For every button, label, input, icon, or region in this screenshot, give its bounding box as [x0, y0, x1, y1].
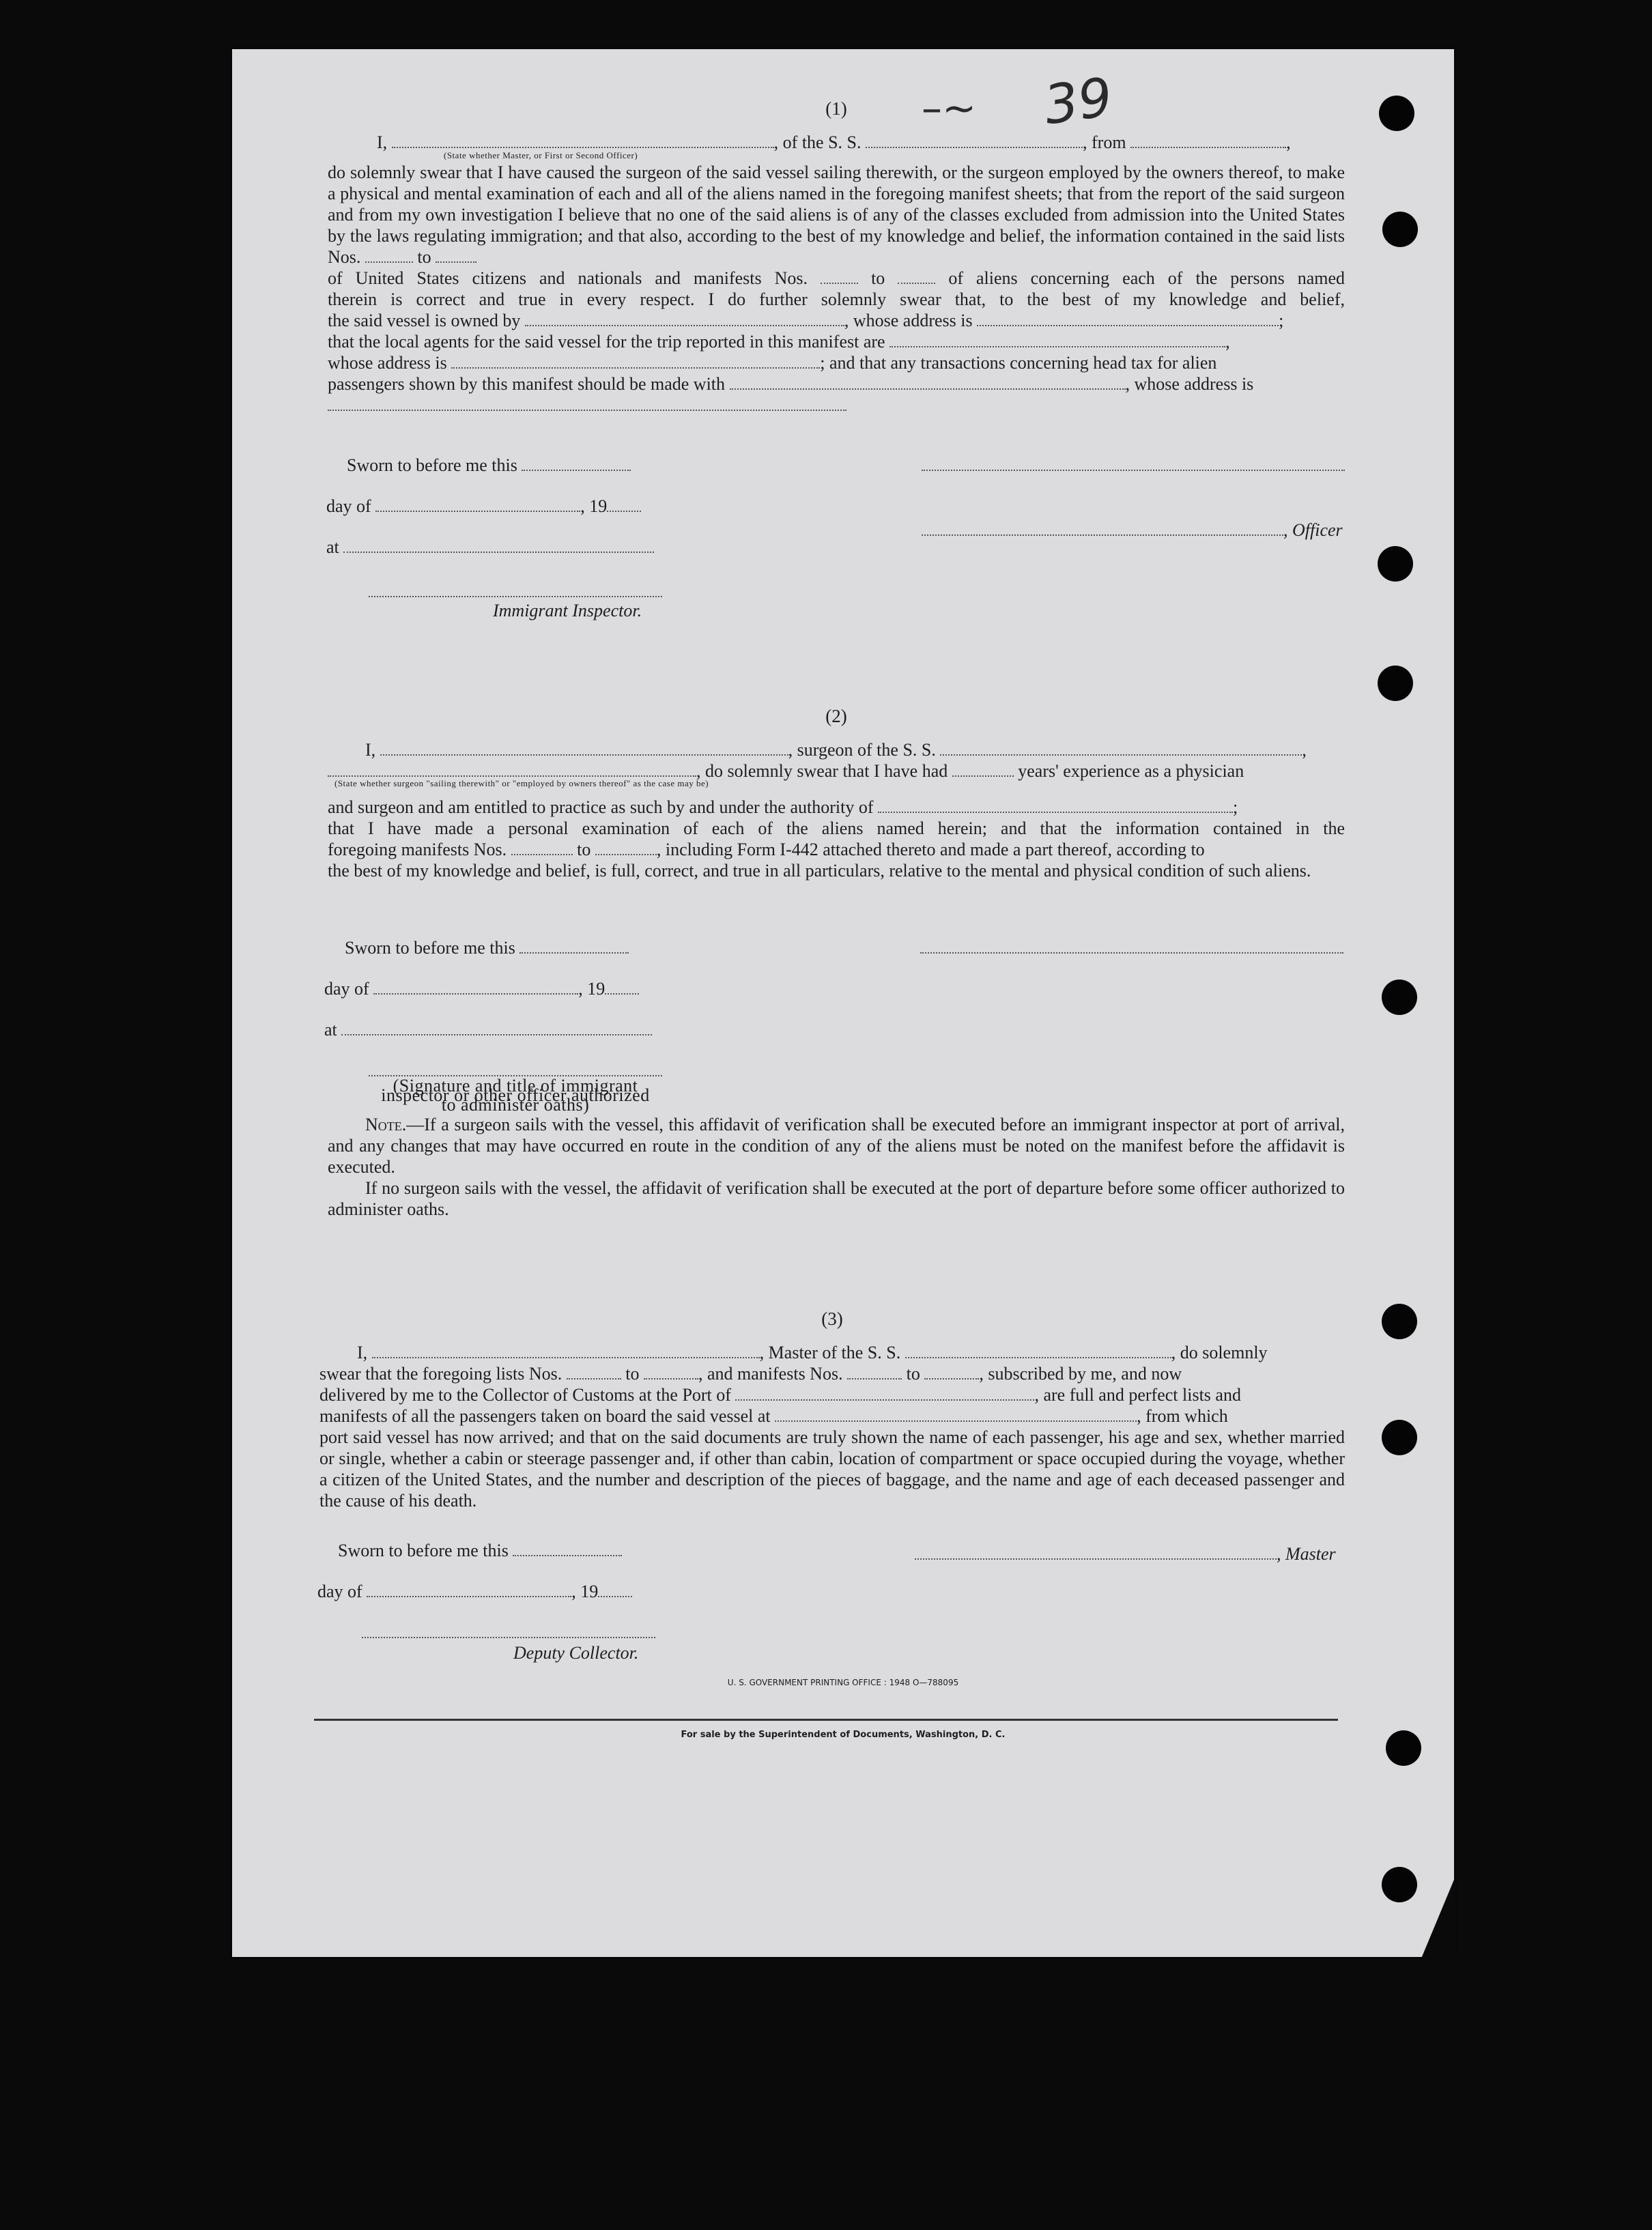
blank-manifest-from[interactable]: [511, 840, 573, 855]
blank-manifest-to[interactable]: [595, 840, 657, 855]
blank-day[interactable]: [373, 980, 578, 995]
text: passengers shown by this manifest should be made with: [328, 374, 726, 394]
sec2-line-1: [328, 739, 1345, 760]
sec1-inspector-line[interactable]: [369, 582, 662, 602]
blank-sworn-date[interactable]: [522, 456, 631, 471]
sec2-note: [232, 1114, 1454, 1220]
text: Sworn to before me this: [345, 938, 515, 958]
blank-list-to[interactable]: [436, 248, 476, 263]
text: , 19: [578, 979, 606, 999]
blank-list-from[interactable]: [567, 1364, 621, 1380]
punch-hole: [1382, 1420, 1417, 1455]
blank-year[interactable]: [605, 980, 639, 995]
blank-headtax-agent[interactable]: [730, 375, 1126, 390]
text: I,: [377, 132, 388, 152]
sec3-day: [317, 1582, 632, 1602]
punch-hole: [1378, 666, 1413, 701]
master-label: , Master: [1277, 1544, 1336, 1564]
sec1-agents-address-line: [328, 352, 1345, 373]
text: years' experience as a physician: [1018, 761, 1244, 781]
text: that the local agents for the said vessel for the trip reported in this manifest are: [328, 332, 885, 352]
section-3-number: (3): [821, 1309, 843, 1329]
blank-authority[interactable]: [878, 798, 1233, 813]
section-2-number: (2): [825, 706, 847, 726]
divider: [314, 1719, 1338, 1721]
blank-day[interactable]: [367, 1582, 571, 1597]
blank-day[interactable]: [375, 497, 580, 512]
text: and surgeon and am entitled to practice as such by and under the authority of: [328, 797, 874, 817]
form-page: [232, 49, 1454, 1957]
text: , including Form I-442 attached thereto and made a part thereof, according to: [656, 840, 1205, 859]
sec1-line-1: [328, 132, 1345, 153]
sec3-collector-line[interactable]: [362, 1623, 655, 1643]
text: , whose address is: [844, 311, 973, 330]
sec3-line-2: [319, 1363, 1345, 1384]
sec1-sworn: [347, 455, 631, 476]
text: ,: [1286, 132, 1291, 152]
text: , from which: [1137, 1406, 1228, 1426]
text: the said vessel is owned by: [328, 311, 521, 330]
punch-hole: [1386, 1730, 1421, 1766]
text: Sworn to before me this: [347, 455, 517, 475]
punch-hole: [1382, 1304, 1417, 1339]
sec3-master: [915, 1544, 1336, 1564]
sec1-citizens-line: [328, 268, 1345, 289]
handwritten-dash: –~: [922, 85, 977, 132]
text: , do solemnly: [1171, 1343, 1268, 1362]
punch-hole: [1382, 980, 1417, 1015]
section-2: [232, 706, 1454, 881]
blank-ship[interactable]: [866, 133, 1083, 148]
text: , of the S. S.: [773, 132, 861, 152]
text: of aliens concerning each of the persons named: [948, 268, 1345, 288]
officer-label: , Officer: [1283, 520, 1343, 540]
sec1-at: [326, 537, 654, 558]
sec1-hint: (State whether Master, or First or Second Officer): [444, 150, 638, 160]
text: , 19: [580, 496, 608, 516]
text: ;: [1279, 311, 1284, 330]
text: , whose address is: [1125, 374, 1254, 394]
text: —If a surgeon sails with the vessel, this affidavit of verification shall be executed before an immigrant inspector at port of arrival, and any changes that may have occurred en route in the condition of any of the aliens must be noted on the manifest before the affidavit is executed.: [328, 1115, 1345, 1177]
text: Sworn to before me this: [338, 1541, 509, 1560]
blank-surgeon-status[interactable]: [328, 762, 696, 777]
blank-from[interactable]: [1130, 133, 1286, 148]
note-label: Note.: [365, 1115, 407, 1134]
sec2-foregoing-line: [328, 839, 1345, 860]
text: to: [871, 268, 885, 288]
sec2-body2: the best of my knowledge and belief, is full, correct, and true in all particulars, relative to the mental and physical condition of such aliens.: [328, 861, 1311, 881]
sec1-body2: therein is correct and true in every respect. I do further solemnly swear that, to the best of my knowledge and belief,: [328, 289, 1345, 309]
blank-officer-signature[interactable]: [922, 521, 1283, 536]
blank-ship[interactable]: [940, 741, 1302, 756]
blank-list-from[interactable]: [365, 248, 413, 263]
note-paragraph-2: If no surgeon sails with the vessel, the affidavit of verification shall be executed at the port of departure before some officer authorized to administer oaths.: [328, 1178, 1345, 1219]
text: to: [417, 247, 431, 267]
sec1-officer-sig-line[interactable]: [922, 455, 1345, 476]
text: I,: [365, 740, 376, 760]
sec1-day: [326, 496, 641, 517]
blank-officer[interactable]: [392, 133, 774, 148]
sec2-line-2: [328, 760, 1345, 782]
blank-departure-port[interactable]: [775, 1407, 1137, 1422]
sec2-inspector-caption: (Signature and title of immigrant inspector or other officer authorized to administer oaths): [381, 1076, 650, 1115]
note-paragraph-1: [328, 1114, 1345, 1177]
text: day of: [326, 496, 371, 516]
blank-at[interactable]: [343, 538, 654, 553]
sec2-hint: (State whether surgeon "sailing therewith" or "employed by owners thereof" as the case may be): [334, 778, 709, 788]
sec3-collector-caption: Deputy Collector.: [513, 1643, 639, 1663]
text: , surgeon of the S. S.: [788, 740, 936, 760]
blank-owner[interactable]: [525, 311, 844, 326]
sec3-sworn: [338, 1541, 622, 1561]
blank-agents-address[interactable]: [451, 354, 820, 369]
text: , Master of the S. S.: [759, 1343, 901, 1362]
sec2-at: [324, 1020, 652, 1040]
text: to: [625, 1364, 640, 1384]
sec3-body: port said vessel has now arrived; and that on the said documents are truly shown the name of each passenger, his age and sex, whether married or single, whether a cabin or steerage passenger and, if other than cabin, location of compartment or space occupied during the voyage, whether a citizen of the United States, and the number and description of the pieces of baggage, and the name and age of each deceased passenger and the cause of his death.: [319, 1427, 1345, 1511]
blank-sworn-date[interactable]: [513, 1541, 622, 1556]
text: , 19: [571, 1582, 599, 1601]
blank-owner-address[interactable]: [977, 311, 1279, 326]
blank-manifest-from[interactable]: [821, 269, 858, 284]
sec3-line-1: [319, 1342, 1345, 1363]
text: , do solemnly swear that I have had: [696, 761, 948, 781]
blank-year[interactable]: [598, 1582, 632, 1597]
punch-hole: [1382, 212, 1418, 247]
sec1-agents-line: [328, 331, 1345, 352]
text: at: [324, 1020, 337, 1040]
sec3-line-4: [319, 1405, 1345, 1427]
section-1: [232, 98, 1454, 416]
blank-manifest-from[interactable]: [847, 1364, 902, 1380]
text: , from: [1083, 132, 1126, 152]
text: day of: [317, 1582, 362, 1601]
punch-hole: [1382, 1867, 1417, 1902]
text: , and manifests Nos.: [698, 1364, 843, 1384]
blank-years[interactable]: [952, 762, 1014, 777]
section-1-number: (1): [825, 98, 847, 119]
sec1-owner-line: [328, 310, 1345, 331]
blank-agents[interactable]: [889, 332, 1225, 347]
sec2-body1: that I have made a personal examination of each of the aliens named herein; and that the information contained in the: [328, 818, 1345, 838]
text: delivered by me to the Collector of Customs at the Port of: [319, 1385, 731, 1405]
blank-ship[interactable]: [905, 1343, 1171, 1358]
sale-notice: For sale by the Superintendent of Documents, Washington, D. C.: [681, 1730, 1006, 1740]
sec1-passengers-line: [328, 373, 1345, 395]
printer-imprint: U. S. GOVERNMENT PRINTING OFFICE : 1948 O—788095: [727, 1678, 959, 1687]
text: to: [906, 1364, 920, 1384]
sec1-officer: [922, 520, 1343, 541]
text: manifests of all the passengers taken on board the said vessel at: [319, 1406, 771, 1426]
blank-master-signature[interactable]: [915, 1545, 1277, 1560]
sec1-last-blank: [328, 395, 1345, 416]
text: ; and that any transactions concerning head tax for alien: [820, 353, 1217, 373]
text: swear that the foregoing lists Nos.: [319, 1364, 562, 1384]
text: , subscribed by me, and now: [979, 1364, 1182, 1384]
blank-manifest-to[interactable]: [898, 269, 935, 284]
text: ,: [1302, 740, 1307, 760]
blank-year[interactable]: [607, 497, 641, 512]
blank-list-to[interactable]: [644, 1364, 698, 1380]
text: whose address is: [328, 353, 447, 373]
blank-manifest-to[interactable]: [924, 1364, 979, 1380]
section-3: [232, 1309, 1454, 1511]
text: ;: [1233, 797, 1238, 817]
blank-surgeon-name[interactable]: [380, 741, 788, 756]
sec1-inspector-caption: Immigrant Inspector.: [493, 601, 642, 620]
text: foregoing manifests Nos.: [328, 840, 507, 859]
text: at: [326, 537, 339, 557]
blank-sworn-date[interactable]: [519, 939, 629, 954]
text: I,: [357, 1343, 368, 1362]
blank-at[interactable]: [341, 1020, 652, 1035]
punch-hole: [1379, 96, 1414, 131]
sec2-surgeon-sig-line[interactable]: [920, 938, 1343, 958]
blank-headtax-address[interactable]: [328, 396, 846, 411]
sec2-day: [324, 979, 639, 999]
text: ,: [1225, 332, 1230, 352]
text: to: [577, 840, 591, 859]
blank-master-name[interactable]: [372, 1343, 760, 1358]
sec2-authority-line: [328, 797, 1345, 818]
text: , are full and perfect lists and: [1034, 1385, 1241, 1405]
sec2-sworn: [345, 938, 629, 958]
sec1-body1: [328, 162, 1345, 268]
sec3-line-3: [319, 1384, 1345, 1405]
handwritten-number: 39: [1040, 66, 1117, 137]
text: day of: [324, 979, 369, 999]
blank-port[interactable]: [735, 1386, 1034, 1401]
text: of United States citizens and nationals and manifests Nos.: [328, 268, 808, 288]
text: do solemnly swear that I have caused the surgeon of the said vessel sailing therewith, or the surgeon employed by the owners thereof, to make a physical and mental examination of each and all of the aliens named in the foregoing manifest sheets; that from the report of the said surgeon and from my own investigation I believe that no one of the said aliens is of any of the classes excluded from admission into the United States by the laws regulating immigration; and that also, according to the best of my knowledge and belief, the information contained in the said lists Nos.: [328, 162, 1345, 267]
punch-hole: [1378, 546, 1413, 582]
